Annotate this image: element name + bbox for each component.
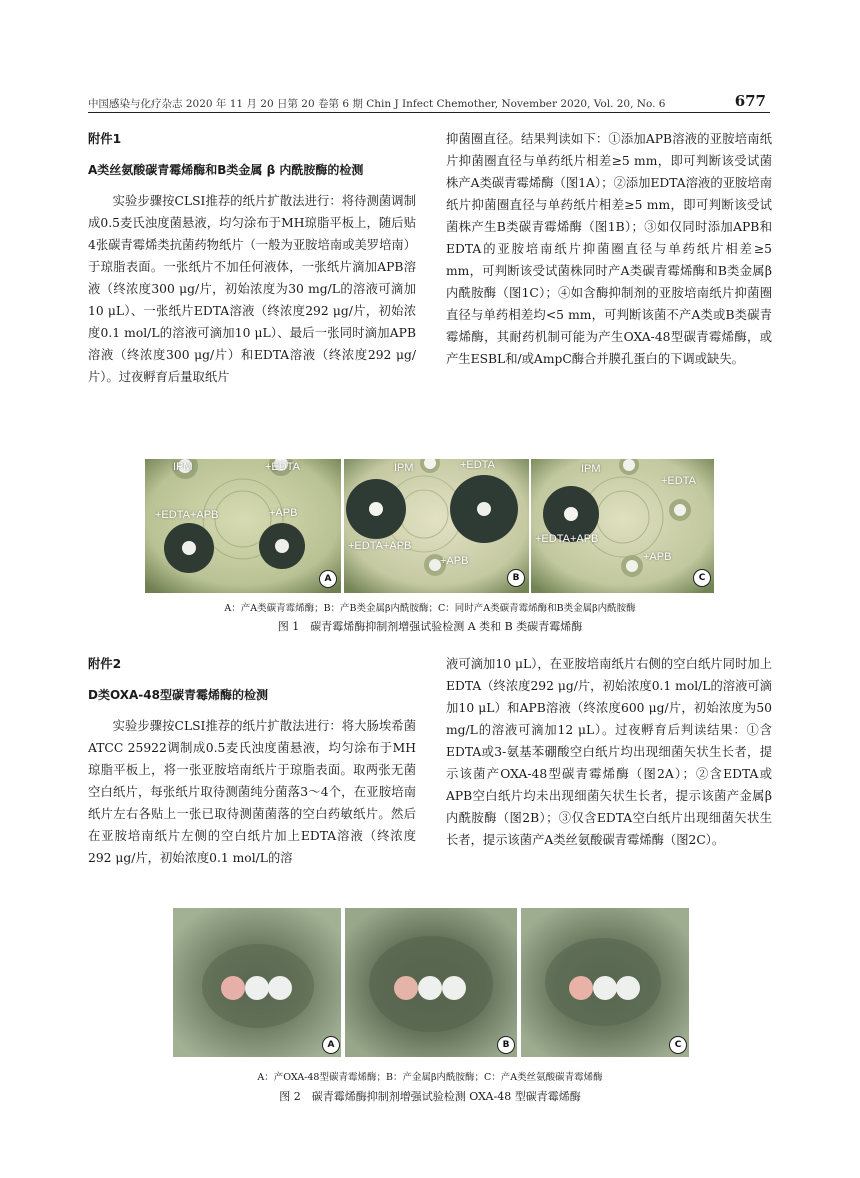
label-edta-b: +EDTA bbox=[460, 459, 495, 471]
agar-plate-a bbox=[145, 459, 341, 593]
appendix1-right-column bbox=[446, 128, 772, 370]
running-header bbox=[88, 94, 770, 114]
agar-plate-b bbox=[344, 459, 529, 593]
running-title: 中国感染与化疗杂志 2020 年 11 月 20 日第 20 卷第 6 期 Chin J Infect Chemother, November 2020, Vol. 20, No. 6 bbox=[88, 98, 666, 110]
label-edta-c: +EDTA bbox=[661, 475, 696, 487]
agar-plate-2a bbox=[173, 908, 341, 1057]
appendix2-left-column bbox=[88, 653, 416, 869]
badge-1c: C bbox=[693, 569, 711, 587]
appendix1-title: A类丝氨酸碳青霉烯酶和B类金属 β 内酰胺酶的检测 bbox=[88, 163, 364, 177]
label-ipm-c: IPM bbox=[581, 463, 601, 475]
figure1-legend: A：产A类碳青霉烯酶；B：产B类金属β内酰胺酶；C：同时产A类碳青霉烯酶和B类金属β内酰胺酶 bbox=[224, 603, 636, 614]
label-apb-a: +APB bbox=[269, 507, 298, 519]
badge-1b: B bbox=[507, 569, 525, 587]
figure2-panel-c bbox=[521, 908, 689, 1057]
appendix2-paragraph-right: 液可滴加10 μL），在亚胺培南纸片右侧的空白纸片同时加上EDTA（终浓度292 μg/片，初始浓度0.1 mol/L的溶液可滴加10 μL）和APB溶液（终浓度600 μg/片，初始浓度为50 mg/L的溶液可滴加12 μL）。过夜孵育后判读结果：①含EDTA或3-氨基苯硼酸空白纸片均出现细菌矢状生长者，提示该菌产OXA-48型碳青霉烯酶（图2A）；②含EDTA或APB空白纸片均未出现细菌矢状生长者，提示该菌产金属β内酰胺酶（图2B）；③仅含EDTA空白纸片出现细菌矢状生长者，提示该菌产A类丝氨酸碳青霉烯酶（图2C）。 bbox=[446, 657, 772, 847]
badge-2b: B bbox=[497, 1036, 515, 1054]
figure2-panel-b bbox=[345, 908, 517, 1057]
label-edta-apb-b: +EDTA+APB bbox=[348, 540, 412, 552]
figure1-panel-a bbox=[145, 459, 341, 593]
figure1-caption: 图 1 碳青霉烯酶抑制剂增强试验检测 A 类和 B 类碳青霉烯酶 bbox=[277, 620, 583, 633]
appendix1-paragraph-right: 抑菌圈直径。结果判读如下：①添加APB溶液的亚胺培南纸片抑菌圈直径与单药纸片相差≥5 mm，即可判断该受试菌株产A类碳青霉烯酶（图1A）；②添加EDTA溶液的亚胺培南纸片抑菌圈直径与单药纸片相差≥5 mm，即可判断该受试菌株产生B类碳青霉烯酶（图1B）；③如仅同时添加APB和EDTA的亚胺培南纸片抑菌圈直径与单药纸片相差≥5 mm，可判断该受试菌株同时产A类碳青霉烯酶和B类金属β内酰胺酶（图1C）；④如含酶抑制剂的亚胺培南纸片抑菌圈直径与单药相差均<5 mm，可判断该菌不产A类或B类碳青霉烯酶，其耐药机制可能为产生OXA-48型碳青霉烯酶，或产生ESBL和/或AmpC酶合并膜孔蛋白的下调或缺失。 bbox=[446, 132, 772, 366]
label-edta-a: +EDTA bbox=[265, 461, 300, 473]
figure2-caption: 图 2 碳青霉烯酶抑制剂增强试验检测 OXA-48 型碳青霉烯酶 bbox=[279, 1090, 581, 1103]
agar-plate-2c bbox=[521, 908, 689, 1057]
appendix1-paragraph-left: 实验步骤按CLSI推荐的纸片扩散法进行：将待测菌调制成0.5麦氏浊度菌悬液，均匀涂布于MH琼脂平板上，随后贴4张碳青霉烯类抗菌药物纸片（一般为亚胺培南或美罗培南）于琼脂表面。一张纸片不加任何液体，一张纸片滴加APB溶液（终浓度300 μg/片，初始浓度为30 mg/L的溶液可滴加10 μL）、一张纸片EDTA溶液（终浓度292 μg/片，初始浓度0.1 mol/L的溶液可滴加10 μL）、最后一张同时滴加APB溶液（终浓度300 μg/片）和EDTA溶液（终浓度292 μg/片）。过夜孵育后量取纸片 bbox=[88, 194, 416, 384]
label-ipm-a: IPM bbox=[173, 461, 193, 473]
figure1-panel-b bbox=[344, 459, 529, 593]
label-apb-b: +APB bbox=[440, 555, 469, 567]
agar-plate-2b bbox=[345, 908, 517, 1057]
label-edta-apb-c: +EDTA+APB bbox=[535, 533, 599, 545]
appendix2-paragraph-left: 实验步骤按CLSI推荐的纸片扩散法进行：将大肠埃希菌ATCC 25922调制成0.5麦氏浊度菌悬液，均匀涂布于MH琼脂平板上，将一张亚胺培南纸片于琼脂表面。取两张无菌空白纸片，每张纸片取待测菌纯分菌落3～4个，在亚胺培南纸片左右各贴上一张已取待测菌菌落的空白药敏纸片。然后在亚胺培南纸片左侧的空白纸片加上EDTA溶液（终浓度292 μg/片，初始浓度0.1 mol/L的溶 bbox=[88, 719, 416, 865]
appendix2-right-column bbox=[446, 653, 772, 851]
figure2-panel-a bbox=[173, 908, 341, 1057]
header-rule bbox=[88, 112, 770, 113]
label-apb-c: +APB bbox=[643, 551, 672, 563]
badge-2c: C bbox=[669, 1036, 687, 1054]
appendix2-title: D类OXA-48型碳青霉烯酶的检测 bbox=[88, 688, 268, 702]
figure2-legend: A：产OXA-48型碳青霉烯酶；B：产金属β内酰胺酶；C：产A类丝氨酸碳青霉烯酶 bbox=[257, 1072, 603, 1083]
label-edta-apb-a: +EDTA+APB bbox=[155, 509, 219, 521]
figure1-panel-c bbox=[531, 459, 714, 593]
badge-1a: A bbox=[319, 570, 337, 588]
page-number: 677 bbox=[734, 92, 766, 110]
badge-2a: A bbox=[322, 1036, 340, 1054]
label-ipm-b: IPM bbox=[394, 462, 414, 474]
appendix1-label: 附件1 bbox=[88, 132, 122, 146]
appendix1-left-column bbox=[88, 128, 416, 388]
appendix2-label: 附件2 bbox=[88, 657, 122, 671]
